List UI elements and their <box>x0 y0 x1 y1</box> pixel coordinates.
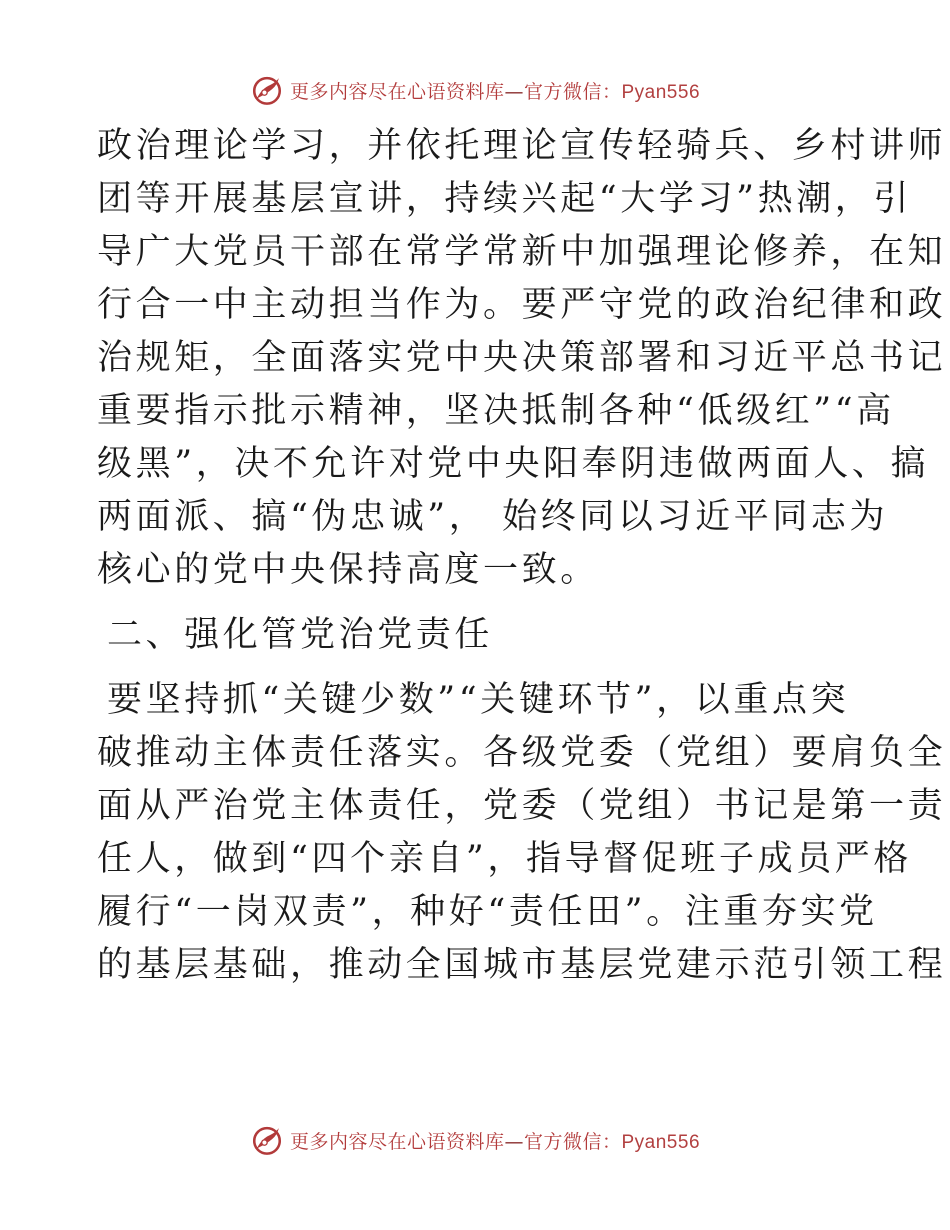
banner-main-text: 更多内容尽在心语资料库 <box>289 1130 505 1153</box>
text-line: 级黑”，决不允许对党中央阳奉阴违做两面人、搞 <box>97 444 930 484</box>
banner-contact-text: 官方微信： <box>523 80 622 103</box>
banner-dash: — <box>504 80 524 103</box>
banner-contact-text: 官方微信： <box>523 1130 622 1153</box>
text-line: 要坚持抓“关键少数”“关键环节”，以重点突 <box>107 680 850 720</box>
text-line: 重要指示批示精神，坚决抵制各种“低级红”“高 <box>97 391 895 431</box>
document-body <box>97 120 947 992</box>
text-line: 破推动主体责任落实。各级党委（党组）要肩负全 <box>97 733 947 773</box>
banner-dash: — <box>504 1130 524 1153</box>
text-line: 两面派、搞“伪忠诚”， 始终同以习近平同志为 <box>97 497 889 537</box>
text-line: 行合一中主动担当作为。要严守党的政治纪律和政 <box>97 285 947 325</box>
footer-banner <box>0 1120 950 1160</box>
logo-icon <box>250 1123 284 1157</box>
banner-handle: Pyan556 <box>621 81 701 103</box>
text-line: 的基层基础，推动全国城市基层党建示范引领工程 <box>97 945 947 985</box>
text-line: 政治理论学习，并依托理论宣传轻骑兵、乡村讲师 <box>97 126 947 166</box>
logo-icon <box>250 73 284 107</box>
banner-text <box>290 77 700 104</box>
banner-handle: Pyan556 <box>621 1131 701 1153</box>
text-line: 任人，做到“四个亲自”，指导督促班子成员严格 <box>97 839 912 879</box>
paragraph-2 <box>97 674 947 992</box>
header-banner <box>0 70 950 110</box>
text-line: 核心的党中央保持高度一致。 <box>97 550 599 590</box>
text-line: 治规矩，全面落实党中央决策部署和习近平总书记 <box>97 338 947 378</box>
paragraph-1 <box>97 120 947 597</box>
text-line: 团等开展基层宣讲，持续兴起“大学习”热潮，引 <box>97 179 912 219</box>
text-line: 导广大党员干部在常学常新中加强理论修养，在知 <box>97 232 947 272</box>
section-heading: 二、强化管党治党责任 <box>107 615 494 655</box>
banner-text <box>290 1127 700 1154</box>
banner-main-text: 更多内容尽在心语资料库 <box>289 80 505 103</box>
text-line: 面从严治党主体责任，党委（党组）书记是第一责 <box>97 786 947 826</box>
text-line: 履行“一岗双责”，种好“责任田”。注重夯实党 <box>97 892 878 932</box>
